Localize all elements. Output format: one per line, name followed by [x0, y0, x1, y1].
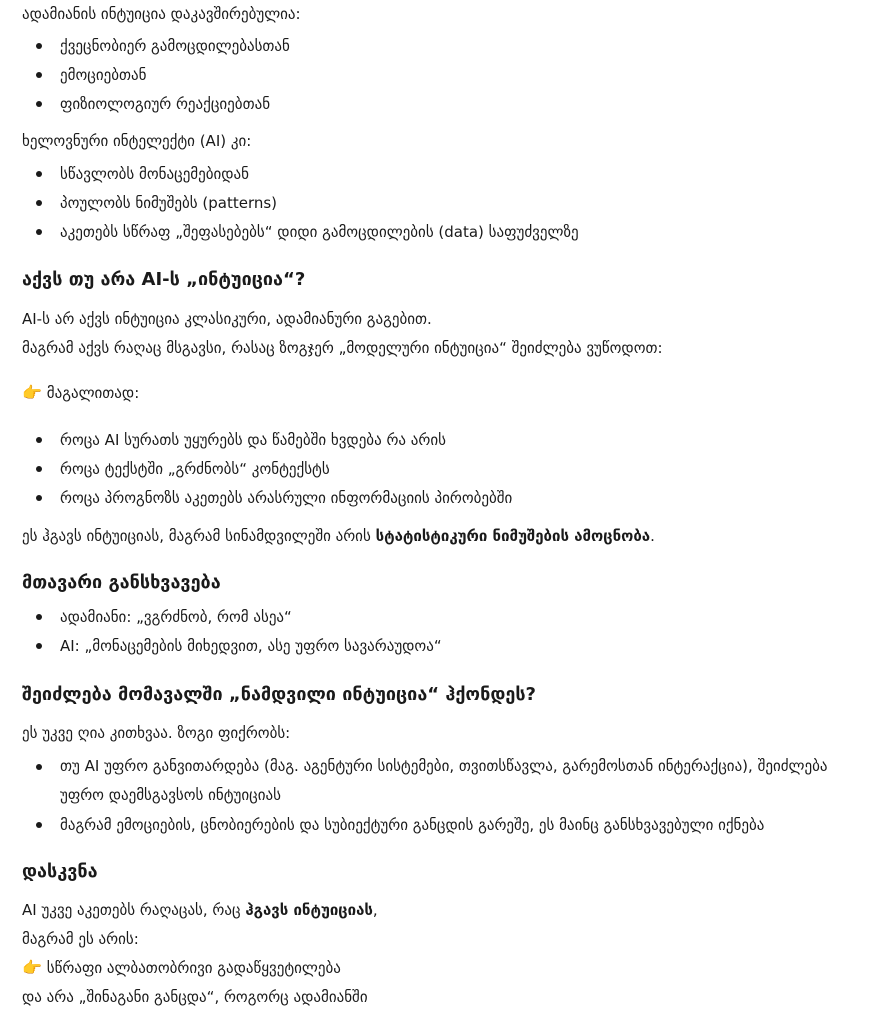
bullet [36, 607, 46, 627]
conclusion-bold: სტატისტიკური ნიმუშების ამოცნობა [375, 527, 651, 545]
pointing-hand-icon: 👉 [22, 958, 42, 977]
section-heading: აქვს თუ არა AI-ს „ინტუიცია“? [22, 269, 306, 290]
list-item: ფიზიოლოგიურ რეაქციებთან [60, 95, 271, 113]
bullet [36, 164, 46, 184]
example-line [22, 383, 139, 403]
bullet [36, 636, 46, 656]
text: , [372, 901, 378, 919]
pointing-hand-icon: 👉 [22, 383, 42, 402]
list-item: როცა პროგნოზს აკეთებს არასრული ინფორმაციის პირობებში [60, 489, 513, 507]
section-heading: დასკვნა [22, 861, 98, 882]
bullet [36, 488, 46, 508]
example-label: მაგალითად: [46, 384, 140, 402]
list-item: ქვეცნობიერ გამოცდილებასთან [60, 37, 290, 55]
bullet [36, 757, 46, 777]
list-item: აკეთებს სწრაფ „შეფასებებს“ დიდი გამოცდილების (data) საფუძველზე [60, 223, 579, 241]
bold-text: ჰგავს ინტუიციას [245, 901, 373, 919]
list-item: პოულობს ნიმუშებს (patterns) [60, 194, 278, 212]
list-item: AI: „მონაცემების მიხედვით, ასე უფრო სავარაუდოა“ [60, 637, 442, 655]
section-heading: შეიძლება მომავალში „ნამდვილი ინტუიცია“ ჰქონდეს? [22, 684, 536, 705]
bullet [36, 193, 46, 213]
bullet [36, 430, 46, 450]
paragraph: მაგრამ ეს არის: [22, 930, 139, 948]
bullet [36, 222, 46, 242]
list-item: როცა AI სურათს უყურებს და წამებში ხვდება რა არის [60, 431, 446, 449]
paragraph: ეს უკვე ღია კითხვაა. ზოგი ფიქრობს: [22, 724, 291, 742]
bullet [36, 459, 46, 479]
conclusion-text: ეს ჰგავს ინტუიციას, მაგრამ სინამდვილეში არის [22, 527, 376, 545]
list-item: ადამიანი: „ვგრძნობ, რომ ასეა“ [60, 608, 292, 626]
list-item: როცა ტექსტში „გრძნობს“ კონტექსტს [60, 460, 330, 478]
list-item: მაგრამ ემოციების, ცნობიერების და სუბიექტური განცდის გარეშე, ეს მაინც განსხვავებული იქნება [60, 816, 765, 834]
bullet [36, 815, 46, 835]
list-item: ემოციებთან [60, 66, 147, 84]
paragraph: AI-ს არ აქვს ინტუიცია კლასიკური, ადამიანური გაგებით. [22, 310, 432, 328]
section-heading: მთავარი განსხვავება [22, 572, 221, 593]
paragraph [22, 900, 378, 920]
bullet [36, 36, 46, 56]
conclusion-paragraph [22, 526, 655, 546]
text: AI უკვე აკეთებს რაღაცას, რაც [22, 901, 246, 919]
conclusion-suffix: . [650, 527, 655, 545]
list-item: თუ AI უფრო განვითარდება (მაგ. აგენტური სისტემები, თვითსწავლა, გარემოსთან ინტერაქცია), შეიძლება უფრო დაემსგავსოს ინტუიციას [60, 757, 828, 804]
paragraph-human-intuition: ადამიანის ინტუიცია დაკავშირებულია: [22, 5, 301, 23]
list-item: სწავლობს მონაცემებიდან [60, 165, 250, 183]
paragraph [22, 958, 341, 978]
paragraph: მაგრამ აქვს რაღაც მსგავსი, რასაც ზოგჯერ „მოდელური ინტუიცია“ შეიძლება ვუწოდოთ: [22, 339, 663, 357]
paragraph: და არა „შინაგანი განცდა“, როგორც ადამიანში [22, 988, 368, 1006]
paragraph-ai: ხელოვნური ინტელექტი (AI) კი: [22, 132, 252, 150]
text: სწრაფი ალბათობრივი გადაწყვეტილება [46, 959, 341, 977]
bullet [36, 94, 46, 114]
bullet [36, 65, 46, 85]
